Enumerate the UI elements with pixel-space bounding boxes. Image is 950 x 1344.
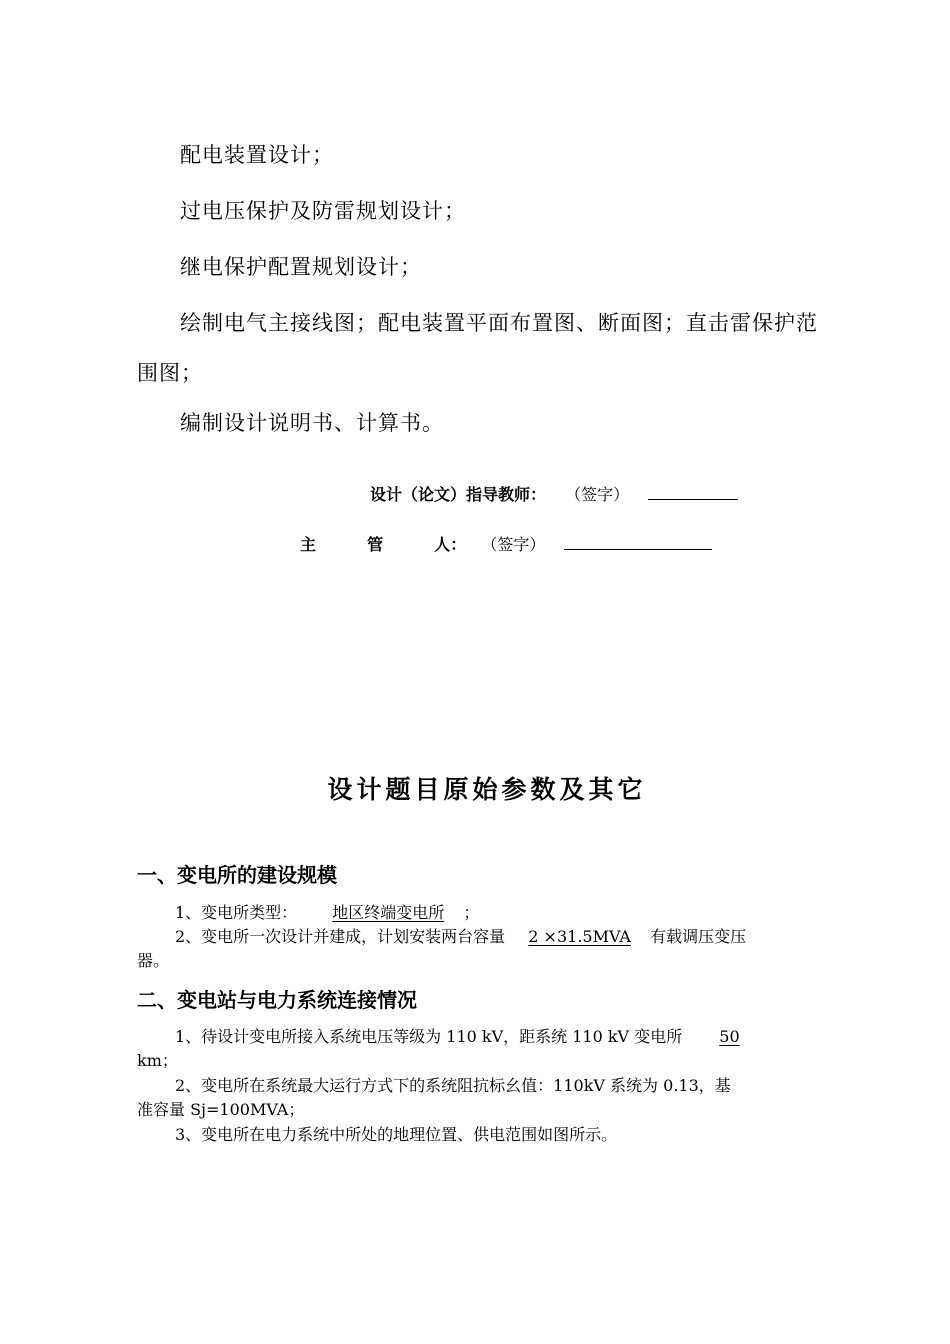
connection-item-1-continuation: km；: [137, 1051, 178, 1070]
task-item: 继电保护配置规划设计；: [180, 255, 422, 279]
manager-label-2: 管: [367, 535, 384, 554]
manager-label-1: 主: [300, 535, 317, 554]
manager-signature-row: [300, 532, 712, 555]
transformer-capacity-value: 2 ×31.5MVA: [528, 927, 631, 946]
advisor-signature-blank: [648, 498, 738, 500]
section-title: 设计题目原始参数及其它: [327, 775, 647, 804]
manager-label-3: 人：: [434, 535, 467, 554]
task-item-continuation: 围图；: [137, 361, 203, 385]
scale-item-2-prefix: 2、变电所一次设计并建成，计划安装两台容量: [175, 927, 506, 946]
connection-item-2-continuation: 准容量 Sj=100MVA；: [137, 1100, 305, 1119]
scale-item-1: [175, 900, 479, 923]
connection-heading: 二、变电站与电力系统连接情况: [137, 988, 417, 1012]
connection-item-3: 3、变电所在电力系统中所处的地理位置、供电范围如图所示。: [175, 1125, 618, 1144]
task-item: 编制设计说明书、计算书。: [180, 411, 444, 435]
task-item: 配电装置设计；: [180, 143, 334, 167]
distance-value: 50: [719, 1027, 740, 1046]
connection-item-2: 2、变电所在系统最大运行方式下的系统阻抗标幺值：110kV 系统为 0.13，基: [175, 1076, 731, 1095]
scale-item-1-suffix: ；: [463, 903, 480, 922]
scale-item-1-prefix: 1、变电所类型：: [175, 903, 298, 922]
connection-item-1: [175, 1024, 740, 1047]
scale-item-2-continuation: 器。: [137, 951, 170, 970]
scale-item-2: [175, 924, 746, 947]
connection-item-1-text: 1、待设计变电所接入系统电压等级为 110 kV，距系统 110 kV 变电所: [175, 1027, 683, 1046]
task-item: 过电压保护及防雷规划设计；: [180, 199, 466, 223]
manager-signature-blank: [564, 548, 712, 550]
advisor-signature-row: [370, 482, 738, 505]
substation-type-value: 地区终端变电所: [332, 903, 445, 922]
scale-item-2-suffix: 有载调压变压: [650, 927, 747, 946]
scale-heading: 一、变电所的建设规模: [137, 863, 337, 887]
advisor-label: 设计（论文）指导教师：: [370, 485, 547, 504]
manager-sign-hint: （签字）: [481, 535, 546, 554]
task-item: 绘制电气主接线图；配电装置平面布置图、断面图；直击雷保护范: [180, 311, 818, 335]
advisor-sign-hint: （签字）: [565, 485, 630, 504]
